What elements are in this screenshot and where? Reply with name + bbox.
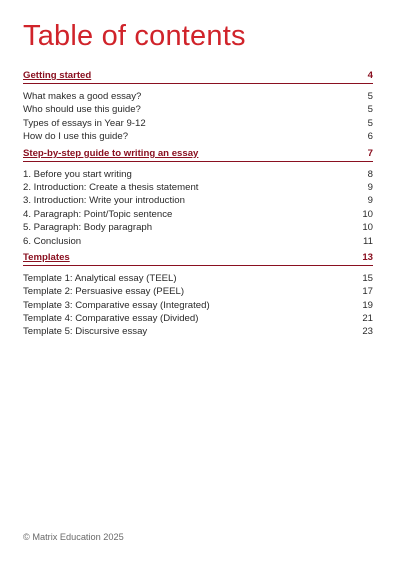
toc-entry-page: 19: [362, 299, 373, 311]
toc-section-page: 7: [367, 147, 373, 159]
toc-section-header[interactable]: [23, 252, 373, 266]
toc-entry-page: 21: [362, 313, 373, 325]
document-page: [23, 0, 373, 567]
toc-entry-label: Template 4: Comparative essay (Divided): [23, 313, 199, 325]
toc-entry[interactable]: [23, 194, 373, 207]
toc-entry-label: 2. Introduction: Create a thesis statement: [23, 181, 199, 193]
toc-section-header[interactable]: [23, 148, 373, 162]
toc-section-templates: [23, 252, 373, 339]
toc-entry-page: 5: [367, 91, 373, 102]
toc-entry-label: 1. Before you start writing: [23, 168, 132, 180]
toc-section-label: Step-by-step guide to writing an essay: [23, 147, 199, 159]
table-of-contents: [23, 70, 373, 343]
toc-entry-label: What makes a good essay?: [23, 91, 142, 102]
toc-entry-page: 10: [362, 222, 373, 234]
toc-entry-page: 17: [362, 286, 373, 298]
toc-entry[interactable]: [23, 235, 373, 248]
toc-entry-label: 4. Paragraph: Point/Topic sentence: [23, 208, 173, 220]
toc-section-page: 13: [362, 251, 373, 263]
toc-entry-label: How do I use this guide?: [23, 131, 129, 143]
toc-entry-page: 6: [367, 131, 373, 143]
toc-entry[interactable]: [23, 103, 373, 116]
toc-entry[interactable]: [23, 90, 373, 103]
toc-entry-page: 8: [367, 168, 373, 180]
toc-entry[interactable]: [23, 285, 373, 298]
toc-entry[interactable]: [23, 312, 373, 325]
toc-entry[interactable]: [23, 221, 373, 234]
toc-section-label: Getting started: [23, 70, 92, 81]
toc-entry[interactable]: [23, 272, 373, 285]
copyright-footer: © Matrix Education 2025: [23, 532, 124, 542]
toc-entry-label: Types of essays in Year 9-12: [23, 117, 146, 129]
toc-section-step-by-step: [23, 148, 373, 248]
toc-entry-label: 5. Paragraph: Body paragraph: [23, 222, 153, 234]
toc-entry-page: 11: [363, 235, 373, 247]
toc-entry[interactable]: [23, 208, 373, 221]
toc-entry[interactable]: [23, 181, 373, 194]
toc-entry-label: 6. Conclusion: [23, 235, 82, 247]
toc-entry-label: Template 3: Comparative essay (Integrated): [23, 299, 210, 311]
toc-entry[interactable]: [23, 168, 373, 181]
toc-section-header[interactable]: [23, 70, 373, 84]
toc-section-page: 4: [367, 70, 373, 81]
toc-entry-page: 9: [367, 195, 373, 207]
toc-entry[interactable]: [23, 299, 373, 312]
page-title: Table of contents: [23, 20, 246, 52]
toc-entry-label: Template 2: Persuasive essay (PEEL): [23, 286, 185, 298]
toc-entry-page: 5: [367, 117, 373, 129]
toc-entry-page: 10: [362, 208, 373, 220]
toc-entry-page: 23: [362, 326, 373, 338]
toc-section-label: Templates: [23, 251, 70, 263]
toc-entry-label: Template 5: Discursive essay: [23, 326, 148, 338]
toc-entry-page: 9: [367, 181, 373, 193]
toc-entry-page: 5: [367, 104, 373, 116]
toc-entry-label: Who should use this guide?: [23, 104, 141, 116]
toc-entry[interactable]: [23, 130, 373, 143]
toc-section-getting-started: [23, 70, 373, 144]
toc-entry-label: 3. Introduction: Write your introduction: [23, 195, 185, 207]
toc-entry-label: Template 1: Analytical essay (TEEL): [23, 272, 177, 284]
toc-entry[interactable]: [23, 117, 373, 130]
toc-entry-page: 15: [362, 272, 373, 284]
toc-entry[interactable]: [23, 325, 373, 338]
